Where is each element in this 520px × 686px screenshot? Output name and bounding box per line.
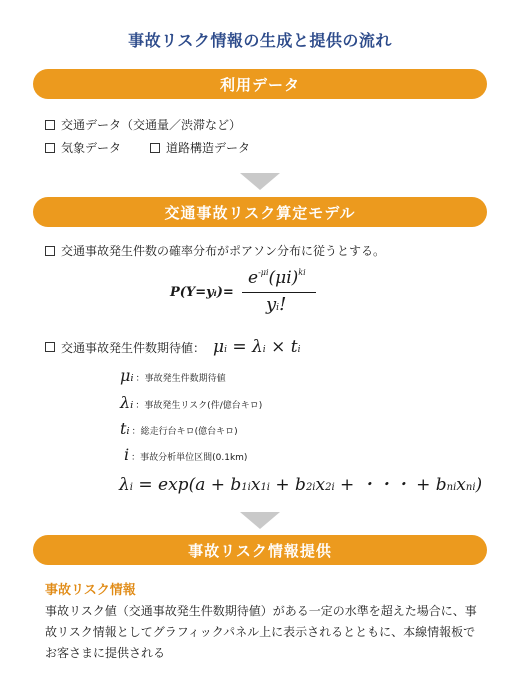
- checkbox-icon: [150, 143, 160, 153]
- legend-item: [124, 445, 247, 464]
- legend-item: [120, 419, 238, 438]
- down-arrow-icon: [240, 173, 280, 190]
- legend-item: [120, 366, 226, 385]
- formula-lhs: P(Y=yᵢ)=: [170, 285, 234, 300]
- checkbox-icon: [45, 143, 55, 153]
- banner-provide: 事故リスク情報提供: [33, 535, 487, 565]
- checkbox-icon: [45, 246, 55, 256]
- legend-desc: ：事故発生リスク(件/億台キロ): [135, 401, 263, 411]
- poisson-statement: [45, 242, 385, 259]
- data-item-label: 気象データ: [61, 141, 122, 155]
- poisson-text: 交通事故発生件数の確率分布がポアソン分布に従うとする。: [61, 244, 386, 258]
- down-arrow-icon: [240, 512, 280, 529]
- expected-value-row: [45, 337, 300, 357]
- risk-info-paragraph: 事故リスク値（交通事故発生件数期待値）がある一定の水準を超えた場合に、事故リスク情報としてグラフィックパネル上に表示されるとともに、本線情報板でお客さまに提供される: [45, 604, 477, 660]
- data-item-traffic: [45, 116, 241, 133]
- legend-symbol: tᵢ: [120, 419, 130, 438]
- legend-desc: ：事故分析単位区間(0.1km): [131, 453, 248, 463]
- legend-desc: ：総走行台キロ(億台キロ): [131, 427, 238, 437]
- legend-item: [120, 393, 262, 412]
- legend-symbol: λᵢ: [120, 393, 134, 412]
- legend-symbol: μᵢ: [120, 366, 134, 385]
- legend-symbol: i: [124, 445, 130, 464]
- formula-denominator: yi!: [266, 294, 287, 315]
- fraction-line: [242, 292, 316, 293]
- risk-info-subheading: 事故リスク情報: [45, 583, 136, 598]
- expected-label: 交通事故発生件数期待値：: [61, 340, 206, 355]
- checkbox-icon: [45, 120, 55, 130]
- data-item-weather: [45, 139, 121, 156]
- risk-equation: λi = exp(a + b1ix1i + b2ix2i + ・・・ + bnixni): [119, 475, 483, 495]
- data-item-road: [150, 139, 250, 156]
- checkbox-icon: [45, 342, 55, 352]
- data-item-label: 交通データ（交通量／渋滞など）: [61, 118, 242, 132]
- expected-formula: μi = λi × ti: [213, 337, 301, 357]
- poisson-formula: [170, 268, 370, 318]
- banner-data: 利用データ: [33, 69, 487, 99]
- banner-model: 交通事故リスク算定モデル: [33, 197, 487, 227]
- legend-desc: ：事故発生件数期待値: [135, 374, 226, 384]
- formula-numerator: $e^{-\mu i}(\mu i)^{ki}$: [248, 268, 306, 288]
- data-item-label: 道路構造データ: [166, 141, 251, 155]
- diagram-title: 事故リスク情報の生成と提供の流れ: [128, 31, 392, 50]
